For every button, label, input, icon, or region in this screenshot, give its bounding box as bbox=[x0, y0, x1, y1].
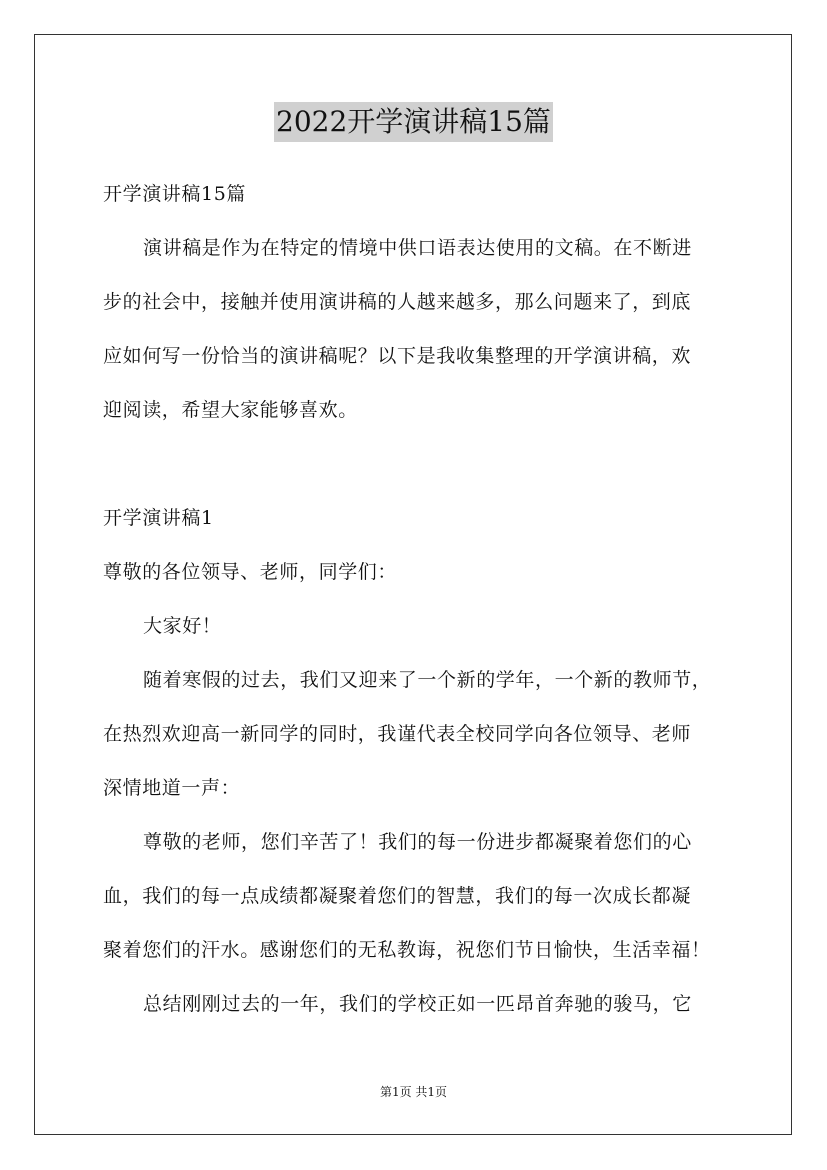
paragraph-line: 聚着您们的汗水。感谢您们的无私教诲，祝您们节日愉快，生活幸福！ bbox=[103, 939, 711, 961]
paragraph-line: 尊敬的老师，您们辛苦了！我们的每一份进步都凝聚着您们的心 bbox=[143, 831, 692, 853]
paragraph-line: 随着寒假的过去，我们又迎来了一个新的学年，一个新的教师节， bbox=[143, 669, 712, 691]
paragraph-line: 应如何写一份恰当的演讲稿呢？以下是我收集整理的开学演讲稿，欢 bbox=[103, 345, 692, 367]
paragraph-line: 深情地道一声： bbox=[103, 777, 241, 799]
paragraph-line: 在热烈欢迎高一新同学的同时，我谨代表全校同学向各位领导、老师 bbox=[103, 723, 692, 745]
paragraph-line: 血，我们的每一点成绩都凝聚着您们的智慧，我们的每一次成长都凝 bbox=[103, 885, 692, 907]
paragraph-line: 步的社会中，接触并使用演讲稿的人越来越多，那么问题来了，到底 bbox=[103, 291, 692, 313]
document-title: 2022开学演讲稿15篇 bbox=[274, 102, 553, 142]
paragraph-line: 迎阅读，希望大家能够喜欢。 bbox=[103, 399, 358, 421]
greeting-line: 大家好！ bbox=[143, 615, 222, 637]
page-footer: 第1页 共1页 bbox=[379, 1085, 448, 1099]
salutation-line: 尊敬的各位领导、老师，同学们： bbox=[103, 561, 398, 583]
title-container bbox=[0, 102, 827, 142]
paragraph-line: 总结刚刚过去的一年，我们的学校正如一匹昂首奔驰的骏马，它 bbox=[143, 993, 692, 1015]
paragraph-line: 演讲稿是作为在特定的情境中供口语表达使用的文稿。在不断进 bbox=[143, 237, 692, 259]
subtitle-line: 开学演讲稿15篇 bbox=[103, 183, 246, 205]
section-heading: 开学演讲稿1 bbox=[103, 507, 214, 529]
